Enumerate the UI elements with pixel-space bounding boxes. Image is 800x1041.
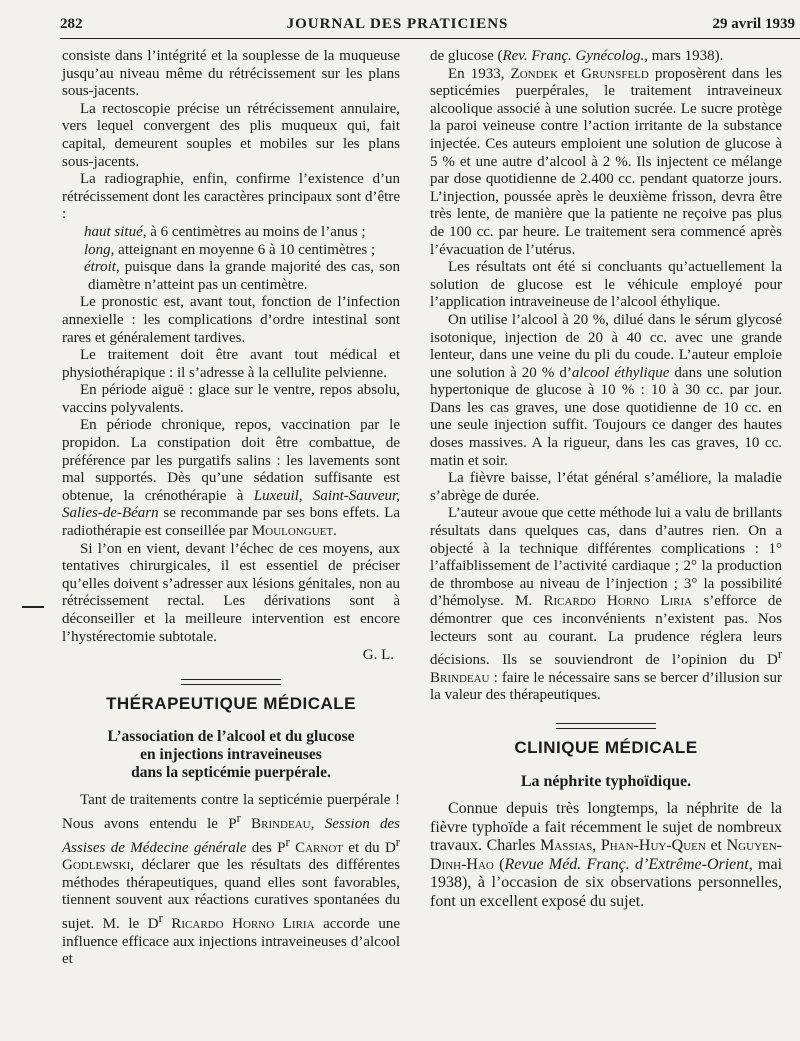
author-name: Grunsfeld <box>581 65 649 82</box>
section-heading: THÉRAPEUTIQUE MÉDICALE <box>106 693 356 713</box>
list-item <box>62 224 400 242</box>
paragraph: La rectoscopie précise un rétrécissement annulaire, vers lequel convergent des plis muqueux qui, fait capital, demeurent souples et mobiles sur les plans sous-jacents. <box>62 100 400 170</box>
text-run: Tant de traitements contre la septicémie puerpérale ! Nous avons entendu le P <box>62 792 400 832</box>
event-name: Session des Assises de Médecine générale <box>62 815 401 856</box>
paragraph: Le pronostic est, avant tout, fonction de l’infection annexielle : les complications d’ordre intestinal sont rares et généralement tardives. <box>62 294 400 346</box>
text-run: , mars 1938). <box>644 48 724 64</box>
text-run: de glucose ( <box>430 48 503 64</box>
author-name: Ricardo Horno Liria <box>162 915 315 932</box>
paragraph <box>430 505 782 705</box>
text-run: , <box>592 837 601 855</box>
text-run: , <box>310 815 325 832</box>
issue-date: 29 avril 1939 <box>712 16 795 32</box>
superscript: r <box>158 910 163 925</box>
journal-ref: Rev. Franç. Gynécolog. <box>502 48 645 64</box>
list-term: haut situé, <box>84 223 147 240</box>
article-title: La néphrite typhoïdique. <box>520 772 692 790</box>
header-rule <box>60 38 800 39</box>
superscript: r <box>236 810 241 825</box>
journal-ref: Revue Méd. Franç. d’Extrême-Orient <box>504 855 749 873</box>
superscript: r <box>285 834 290 849</box>
text-run: proposèrent dans les septicémies puerpérales, le traitement intraveineux alcoolique associé à une solution sucrée. Le sucre protège la paroi veineuse contre l’action irritante de la substance injectée. Ces auteurs emploient une solution de glucose à 5 % et une autre d’alcool à 2 %. Ils injectent ce mélange par dose quotidienne de 2.400 cc. pendant quatorze jours. L’injection, poussée après le deuxième frisson, devra être très lente, de manière que la patiente ne reçoive pas plus de 100 cc. par heure. Le traitement sera commencé après l’évacuation de l’utérus. <box>430 65 783 258</box>
list-term: long, <box>84 241 115 258</box>
article-title <box>62 728 400 782</box>
text-run: On utilise l’alcool à 20 %, dilué dans le sérum glycosé isotonique, injection de 20 à 40 cc. avec une grande lenteur, dans une veine du pli du coude. L’auteur emploie une solution à 20 % d’ <box>430 311 782 381</box>
page-number: 282 <box>60 16 83 32</box>
running-header <box>60 16 795 38</box>
left-column <box>62 48 400 969</box>
paragraph: Si l’on en vient, devant l’échec de ces moyens, aux tentatives chirurgicales, il est essentiel de préciser qu’elles doivent s’adresser aux lésions génitales, non au rétrécissement rectal. Les dérivations sont à déconseiller et la meilleure intervention est encore l’hystérectomie subtotale. <box>62 540 400 645</box>
article-title-line: dans la septicémie puerpérale. <box>131 764 331 782</box>
text-run: accorde une influence efficace aux injections intraveineuses d’alcool et <box>62 915 400 968</box>
list-text: à 6 centimètres au moins de l’anus ; <box>146 223 366 240</box>
journal-title: JOURNAL DES PRATICIENS <box>286 16 509 32</box>
paragraph: Les résultats ont été si concluants qu’actuellement la solution de glucose est le véhicule employé pour l’application intraveineuse de l’alcool éthylique. <box>430 259 782 311</box>
paragraph: La fièvre baisse, l’état général s’améliore, la maladie s’abrège de durée. <box>430 470 782 504</box>
list-text: atteignant en moyenne 6 à 10 centimètres ; <box>114 241 376 258</box>
text-run: En 1933, <box>448 65 511 82</box>
author-name: Ricardo Horno Liria <box>543 593 693 610</box>
author-name: Nguyen-Dinh-Hao <box>430 837 783 873</box>
author-name: Massias <box>540 837 593 855</box>
list-term: étroit, <box>84 259 120 276</box>
author-name: Carnot <box>289 839 343 856</box>
author-name: Brindeau <box>430 669 490 686</box>
paragraph <box>62 792 400 968</box>
text-run: et <box>705 837 727 855</box>
text-run: se recommande par ses bons effets. La radiothérapie est conseillée par <box>62 505 400 540</box>
text-run: Connue depuis très longtemps, la néphrite de la fièvre typhoïde a fait récemment le sujet de nombreux travaux. Charles <box>430 800 782 855</box>
section-heading: CLINIQUE MÉDICALE <box>514 737 698 757</box>
paragraph: Le traitement doit être avant tout médical et physiothérapique : il s’adresse à la cellulite pelvienne. <box>62 347 400 381</box>
list-text: puisque dans la grande majorité des cas, son diamètre n’atteint pas un centimètre. <box>88 259 400 293</box>
margin-mark <box>22 606 44 608</box>
author-name: Phan-Huy-Quen <box>600 837 706 855</box>
text-run: s’efforce de démontrer que ces inconvénients n’existent pas. Nos lecteurs sont au courant. La prudence réglera leurs décisions. Ils se souviendront de l’opinion du D <box>430 593 782 669</box>
author-name: Zondek <box>510 65 559 82</box>
right-column <box>430 48 782 911</box>
article-title-line: en injections intraveineuses <box>140 746 322 764</box>
section-divider <box>556 723 656 729</box>
text-run: En période chronique, repos, vaccination par le propidon. La constipation doit être combattue, de préférence par les purgatifs salins : les lavements sont mal supportés. Dès qu’une sédation suffisante est obtenue, la crénothérapie à <box>62 417 400 504</box>
author-name: Brindeau <box>240 815 311 832</box>
paragraph <box>430 48 782 66</box>
text-run: : faire le nécessaire sans se bercer d’illusion sur la valeur des thérapeutiques. <box>430 669 782 704</box>
paragraph <box>430 312 782 470</box>
author-name: Godlewski <box>62 857 131 874</box>
signature: G. L. <box>362 647 394 664</box>
list-item <box>62 259 400 294</box>
list-item <box>62 242 400 260</box>
text-run: et <box>558 65 582 82</box>
paragraph: En période aiguë : glace sur le ventre, repos absolu, vaccins polyvalents. <box>62 382 400 416</box>
paragraph: consiste dans l’intégrité et la souplesse de la muqueuse jusqu’au niveau même du rétrécissement sur les plans sous-jacents. <box>62 48 400 100</box>
section-divider <box>181 679 281 685</box>
superscript: r <box>395 834 400 849</box>
text-run: , déclarer que les résultats des différentes méthodes thérapeutiques, quand elles sont favorables, tiennent souvent aux réactions curatives spontanées du sujet. M. le D <box>62 857 400 932</box>
text-run: . <box>333 523 337 540</box>
superscript: r <box>777 647 782 662</box>
text-run: des P <box>246 839 286 856</box>
paragraph <box>430 800 782 911</box>
paragraph <box>62 417 400 540</box>
paragraph <box>430 66 782 260</box>
author-name: Moulonguet <box>251 523 334 540</box>
text-run: L’auteur avoue que cette méthode lui a valu de brillants résultats dans quelques cas, dans d’autres rien. On a objecté à la technique différentes complications : 1° l’affaiblissement de l’activité cardiaque ; 2° la production de thrombose au niveau de l’injection ; 3° la possibilité d’hémolyse. M. <box>430 505 782 610</box>
text-run: dans une solution hypertonique de glucose à 10 % : 10 à 30 cc. par jour. Dans les cas graves, une dose quotidienne de 10 cc. en une seule injection suffit. Toujours ce danger des hautes doses massives. A la rigueur, dans les cas graves, 10 cc. matin et soir. <box>430 364 782 469</box>
text-run: , mai 1938), à l’occasion de six observations personnelles, font un excellent exposé du sujet. <box>430 855 783 910</box>
text-run: ( <box>493 855 505 873</box>
paragraph: La radiographie, enfin, confirme l’existence d’un rétrécissement dont les caractères principaux sont d’être : <box>62 171 400 223</box>
article-title-line: L’association de l’alcool et du glucose <box>107 728 355 746</box>
places-list: Luxeuil, Saint-Sauveur, Salies-de-Béarn <box>62 487 400 522</box>
text-run: et du D <box>342 839 396 856</box>
emphasis: alcool éthylique <box>571 364 670 381</box>
